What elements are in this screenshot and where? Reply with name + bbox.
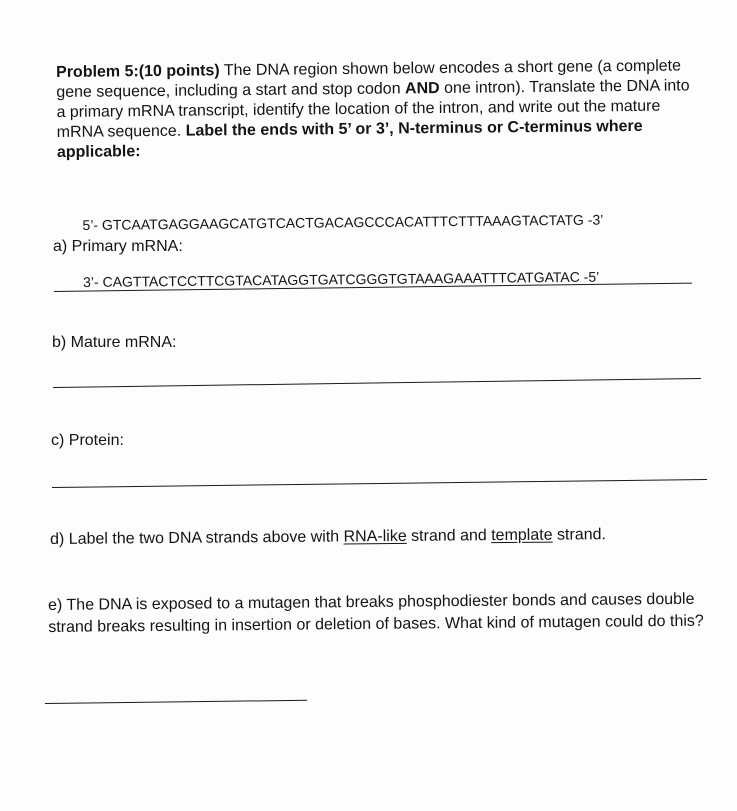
problem-title: Problem 5:(10 points) [56,62,220,81]
question-d-suffix: strand. [552,526,606,544]
problem-text-2: one intron). Translate the DNA into a primary mRNA transcript, identify the location of the intron, and write out the mature mRNA sequence. [56,77,690,141]
problem-statement [56,56,697,163]
dna-strand-top: 5’- GTCAATGAGGAAGCATGTCACTGACAGCCCACATTTCTTTAAAGTACTATG -3’ [82,211,604,233]
problem-text-1: The DNA region shown below encodes a short gene (a complete gene sequence, including a start and stop codon [56,57,682,101]
question-d-rna-like: RNA-like [343,527,407,546]
question-b-label: b) Mature mRNA: [52,334,177,351]
question-d-middle: strand and [406,527,492,545]
answer-line-e[interactable] [45,700,307,704]
question-d-template: template [491,526,553,545]
question-e: e) The DNA is exposed to a mutagen that breaks phosphodiester bonds and causes double strand breaks resulting in insertion or deletion of bases. What kind of mutagen could do this? [48,590,704,636]
question-c-label: c) Protein: [51,432,124,449]
dna-strand-bottom: 3’- CAGTTACTCCTTCGTACATAGGTGATCGGGTGTAAAGAAATTTCATGATAC -5’ [83,268,600,290]
question-d-prefix: d) Label the two DNA strands above with [50,528,344,548]
problem-bold-instruction: Label the ends with 5’ or 3’, N-terminus or C-terminus where applicable: [56,117,643,161]
answer-line-b[interactable] [53,378,701,388]
question-d [50,525,606,550]
problem-and: AND [404,79,440,98]
question-a-label: a) Primary mRNA: [53,238,183,255]
answer-line-c[interactable] [52,479,707,488]
